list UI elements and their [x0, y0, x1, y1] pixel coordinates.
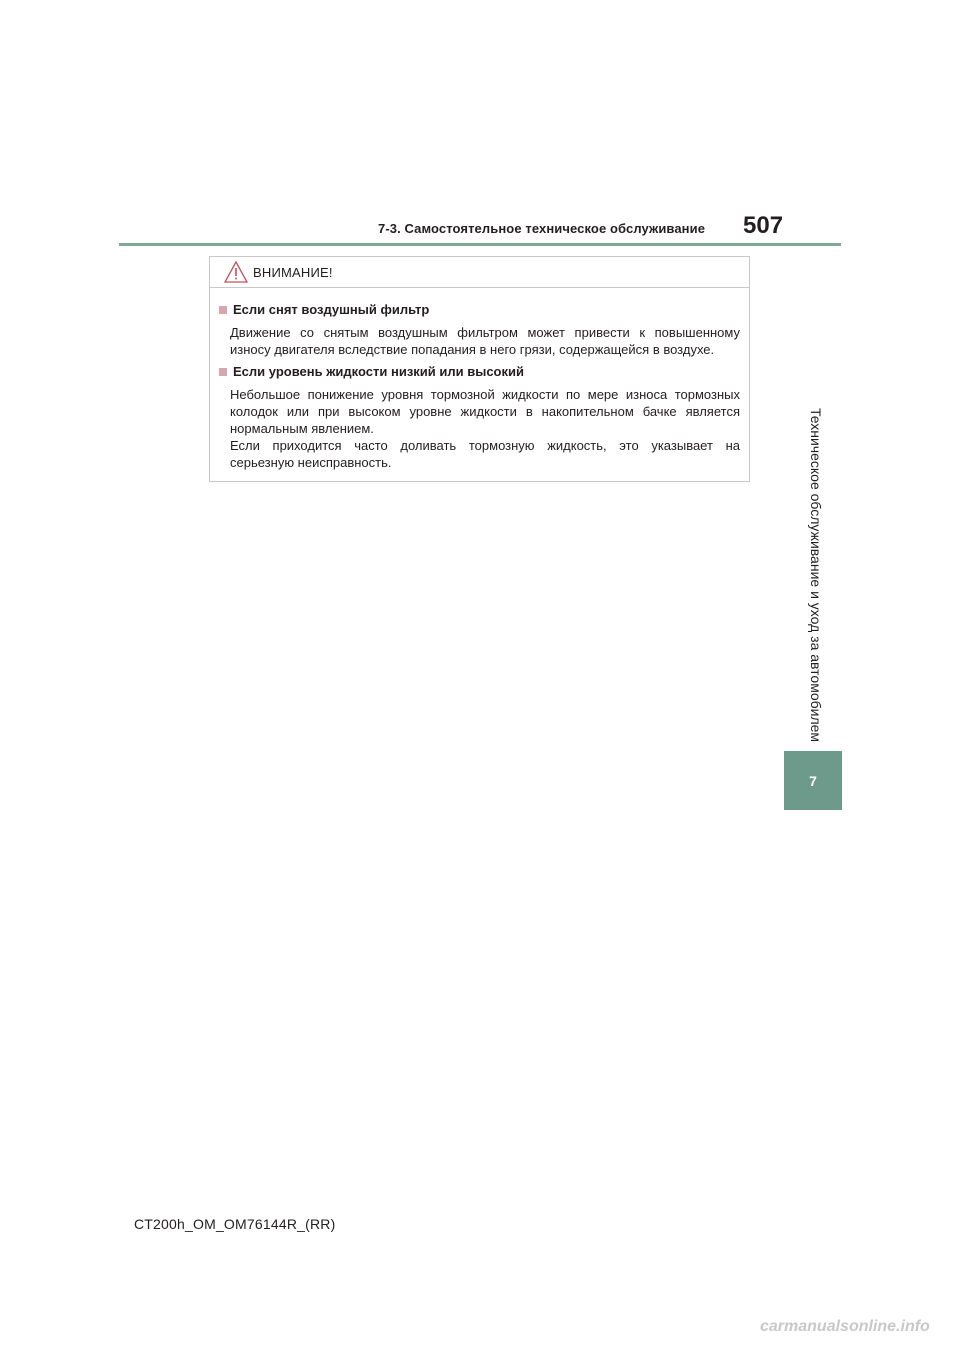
chapter-tab — [784, 751, 842, 810]
caution-item-heading — [219, 364, 524, 379]
body-line: серьезную неисправность. — [230, 455, 392, 470]
body-line: износу двигателя вследствие попадания в него грязи, содержащейся в воздухе. — [230, 342, 715, 357]
document-code: CT200h_OM_OM76144R_(RR) — [134, 1216, 336, 1232]
watermark: carmanualsonline.info — [760, 1318, 930, 1335]
body-line: Если приходится часто доливать тормозную жидкость, это указывает на — [230, 438, 740, 453]
caution-box — [209, 256, 750, 482]
square-bullet-icon — [219, 306, 227, 314]
page-number: 507 — [743, 212, 784, 239]
section-title: 7-3. Самостоятельное техническое обслуживание — [378, 221, 706, 236]
caution-item-body — [230, 386, 740, 471]
body-line: нормальным явлением. — [230, 421, 374, 436]
item-heading-text: Если уровень жидкости низкий или высокий — [233, 364, 524, 379]
caution-item-heading — [219, 302, 429, 317]
caution-item-body — [230, 324, 740, 358]
square-bullet-icon — [219, 368, 227, 376]
chapter-side-title: Техническое обслуживание и уход за автомобилем — [808, 408, 824, 743]
body-line: колодок или при высоком уровне жидкости в накопительном бачке является — [230, 404, 740, 419]
body-line: Небольшое понижение уровня тормозной жидкости по мере износа тормозных — [230, 387, 740, 402]
body-line: Движение со снятым воздушным фильтром может привести к повышенному — [230, 325, 740, 340]
chapter-number: 7 — [809, 772, 817, 789]
header-divider — [119, 243, 841, 246]
warning-triangle-icon — [224, 261, 248, 283]
item-heading-text: Если снят воздушный фильтр — [233, 302, 430, 317]
caution-title: ВНИМАНИЕ! — [253, 265, 333, 280]
caution-header — [210, 257, 749, 288]
